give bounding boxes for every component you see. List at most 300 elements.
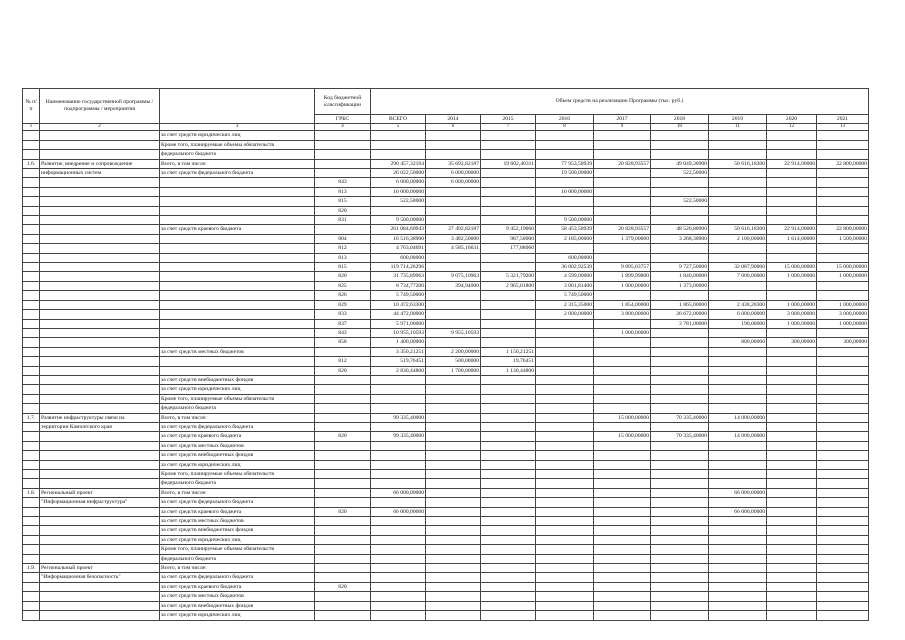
grbs-code [315, 573, 371, 582]
measure-name [40, 535, 160, 544]
grbs-code: 825 [315, 281, 371, 290]
table-row [23, 592, 869, 601]
grbs-code [315, 441, 371, 450]
header-year: 2015 [481, 115, 536, 124]
total-value: 522,50000 [371, 197, 426, 206]
grbs-code [315, 564, 371, 573]
funding-source: федерального бюджета [160, 554, 315, 563]
grbs-code [315, 517, 371, 526]
budget-table [22, 88, 869, 621]
year-value [594, 216, 651, 225]
year-value: 522,50000 [651, 197, 709, 206]
funding-source [160, 187, 315, 196]
row-number [23, 178, 40, 187]
year-value [817, 253, 869, 262]
year-value: 1 000,00000 [767, 300, 817, 309]
measure-name [40, 394, 160, 403]
year-value: 300,00000 [767, 338, 817, 347]
year-value [426, 432, 481, 441]
measure-name [40, 601, 160, 610]
year-value: 5 749,50000 [536, 291, 594, 300]
year-value: 15 000,00000 [594, 413, 651, 422]
year-value [426, 573, 481, 582]
total-value [371, 526, 426, 535]
year-value [817, 573, 869, 582]
row-number [23, 197, 40, 206]
year-value [817, 197, 869, 206]
year-value [594, 291, 651, 300]
table-row [23, 451, 869, 460]
total-value: 2 830,44800 [371, 366, 426, 375]
year-value [536, 347, 594, 356]
year-value [651, 385, 709, 394]
measure-name: информационных систем [40, 169, 160, 178]
measure-name [40, 338, 160, 347]
year-value [767, 517, 817, 526]
total-value [371, 451, 426, 460]
year-value [594, 554, 651, 563]
year-value [651, 554, 709, 563]
year-value: 1 700,00000 [426, 366, 481, 375]
year-value [426, 601, 481, 610]
year-value [709, 545, 767, 554]
grbs-code [315, 385, 371, 394]
year-value [426, 291, 481, 300]
year-value [817, 206, 869, 215]
header-num: № п/п [23, 89, 40, 124]
measure-name [40, 197, 160, 206]
year-value [767, 178, 817, 187]
grbs-code [315, 611, 371, 620]
year-value [426, 216, 481, 225]
year-value: 22 800,00000 [817, 225, 869, 234]
total-value [371, 404, 426, 413]
total-value: 44 472,00000 [371, 310, 426, 319]
year-value [651, 507, 709, 516]
year-value [651, 347, 709, 356]
year-value [709, 366, 767, 375]
year-value [481, 291, 536, 300]
year-value [536, 441, 594, 450]
year-value [536, 206, 594, 215]
table-row [23, 460, 869, 469]
measure-name [40, 216, 160, 225]
grbs-code: 820 [315, 206, 371, 215]
table-row [23, 357, 869, 366]
table-row [23, 545, 869, 554]
year-value: 6 000,00000 [709, 310, 767, 319]
row-number [23, 451, 40, 460]
measure-name [40, 178, 160, 187]
grbs-code [315, 169, 371, 178]
year-value [709, 422, 767, 431]
row-number [23, 150, 40, 159]
year-value [817, 451, 869, 460]
year-value [767, 432, 817, 441]
year-value [594, 347, 651, 356]
year-value [594, 498, 651, 507]
year-value: 9 895,03757 [594, 263, 651, 272]
funding-source [160, 328, 315, 337]
year-value [817, 140, 869, 149]
measure-name [40, 432, 160, 441]
year-value [481, 517, 536, 526]
year-value [481, 253, 536, 262]
year-value [651, 366, 709, 375]
year-value: 15 000,00000 [594, 432, 651, 441]
year-value [817, 385, 869, 394]
year-value [767, 592, 817, 601]
year-value [767, 244, 817, 253]
year-value [709, 479, 767, 488]
measure-name [40, 357, 160, 366]
table-row [23, 310, 869, 319]
year-value: 3 001,81400 [536, 281, 594, 290]
row-number [23, 517, 40, 526]
year-value [594, 244, 651, 253]
year-value [536, 357, 594, 366]
measure-name: территории Камчатского края [40, 422, 160, 431]
total-value [371, 582, 426, 591]
total-value: 10 000,00000 [371, 187, 426, 196]
year-value [767, 253, 817, 262]
year-value [817, 488, 869, 497]
year-value [817, 281, 869, 290]
year-value [481, 319, 536, 328]
year-value [481, 582, 536, 591]
grbs-code: 804 [315, 234, 371, 243]
measure-name [40, 234, 160, 243]
column-number: 9 [594, 124, 651, 131]
year-value [594, 366, 651, 375]
year-value [536, 422, 594, 431]
year-value [651, 611, 709, 620]
year-value [767, 535, 817, 544]
year-value [767, 206, 817, 215]
year-value [426, 338, 481, 347]
row-number [23, 582, 40, 591]
year-value [817, 178, 869, 187]
year-value [767, 394, 817, 403]
year-value [594, 253, 651, 262]
row-number: 1.7. [23, 413, 40, 422]
row-number [23, 253, 40, 262]
funding-source: за счет средств внебюджетных фондов [160, 375, 315, 384]
header-year: 2016 [536, 115, 594, 124]
year-value [709, 291, 767, 300]
grbs-code [315, 592, 371, 601]
year-value: 14 000,00000 [709, 413, 767, 422]
year-value: 394,94000 [426, 281, 481, 290]
year-value [817, 366, 869, 375]
year-value [767, 366, 817, 375]
funding-source: за счет средств федерального бюджета [160, 422, 315, 431]
year-value [481, 451, 536, 460]
column-number: 8 [536, 124, 594, 131]
funding-source: за счет средств краевого бюджета [160, 432, 315, 441]
year-value: 190,00000 [709, 319, 767, 328]
year-value: 70 335,40000 [651, 432, 709, 441]
funding-source [160, 338, 315, 347]
year-value [426, 507, 481, 516]
measure-name [40, 328, 160, 337]
year-value [594, 441, 651, 450]
measure-name: Региональный проект [40, 564, 160, 573]
year-value [594, 564, 651, 573]
year-value [481, 432, 536, 441]
row-number: 1.9. [23, 564, 40, 573]
year-value: 3 482,50000 [426, 234, 481, 243]
table-row [23, 291, 869, 300]
row-number: 1.8. [23, 488, 40, 497]
table-row [23, 328, 869, 337]
year-value: 19,76451 [481, 357, 536, 366]
year-value [817, 422, 869, 431]
funding-source: за счет средств федерального бюджета [160, 573, 315, 582]
year-value [594, 460, 651, 469]
year-value [426, 319, 481, 328]
row-number [23, 169, 40, 178]
year-value [709, 517, 767, 526]
year-value [426, 470, 481, 479]
year-value: 35 692,82187 [426, 159, 481, 168]
year-value [709, 592, 767, 601]
year-value: 9 727,50000 [651, 263, 709, 272]
year-value [817, 169, 869, 178]
year-value [767, 564, 817, 573]
year-value [594, 394, 651, 403]
table-row [23, 244, 869, 253]
year-value: 2 185,00000 [536, 234, 594, 243]
year-value: 1 150,21251 [481, 347, 536, 356]
table-row [23, 375, 869, 384]
measure-name: Развитие, внедрение и сопровождение [40, 159, 160, 168]
year-value [426, 545, 481, 554]
funding-source [160, 234, 315, 243]
header-year: 2021 [817, 115, 869, 124]
row-number [23, 291, 40, 300]
year-value: 1 865,00000 [651, 300, 709, 309]
year-value [481, 422, 536, 431]
total-value [371, 140, 426, 149]
year-value [481, 300, 536, 309]
year-value [536, 564, 594, 573]
year-value [594, 178, 651, 187]
year-value: 70 335,40000 [651, 413, 709, 422]
year-value: 300,00000 [817, 338, 869, 347]
year-value [594, 169, 651, 178]
year-value [594, 385, 651, 394]
column-number: 13 [817, 124, 869, 131]
table-row [23, 582, 869, 591]
grbs-code [315, 150, 371, 159]
table-row [23, 319, 869, 328]
header-year: 2014 [426, 115, 481, 124]
year-value [767, 197, 817, 206]
year-value [817, 413, 869, 422]
year-value [651, 582, 709, 591]
funding-source [160, 300, 315, 309]
year-value [651, 375, 709, 384]
year-value [426, 460, 481, 469]
row-number [23, 140, 40, 149]
year-value [536, 338, 594, 347]
total-value: 9 500,00000 [371, 216, 426, 225]
grbs-code [315, 498, 371, 507]
year-value: 15 000,00000 [767, 263, 817, 272]
funding-source: за счет средств местных бюджетов [160, 592, 315, 601]
year-value [536, 526, 594, 535]
year-value [481, 441, 536, 450]
year-value [767, 554, 817, 563]
year-value [651, 479, 709, 488]
year-value: 27 492,82187 [426, 225, 481, 234]
funding-source: за счет средств федерального бюджета [160, 498, 315, 507]
funding-source: за счет средств юридических лиц [160, 460, 315, 469]
grbs-code: 812 [315, 244, 371, 253]
year-value [481, 564, 536, 573]
year-value [536, 385, 594, 394]
year-value: 177,88060 [481, 244, 536, 253]
year-value [594, 517, 651, 526]
year-value: 36 002,92539 [536, 263, 594, 272]
year-value [481, 460, 536, 469]
year-value: 66 000,00000 [709, 507, 767, 516]
measure-name [40, 545, 160, 554]
year-value [594, 187, 651, 196]
year-value [817, 545, 869, 554]
row-number [23, 319, 40, 328]
table-row [23, 554, 869, 563]
year-value [426, 197, 481, 206]
header-total: ВСЕГО [371, 115, 426, 124]
row-number [23, 545, 40, 554]
grbs-code [315, 535, 371, 544]
year-value [426, 394, 481, 403]
year-value [817, 479, 869, 488]
header-source [160, 89, 315, 124]
year-value [426, 263, 481, 272]
year-value: 22 800,00000 [817, 159, 869, 168]
grbs-code [315, 601, 371, 610]
year-value [817, 470, 869, 479]
year-value [594, 592, 651, 601]
year-value [651, 178, 709, 187]
year-value [817, 507, 869, 516]
year-value [594, 582, 651, 591]
table-row [23, 197, 869, 206]
year-value [709, 169, 767, 178]
year-value [426, 253, 481, 262]
year-value [817, 216, 869, 225]
year-value: 19 500,00000 [536, 169, 594, 178]
year-value [709, 347, 767, 356]
year-value: 9 955,10593 [426, 328, 481, 337]
year-value [709, 187, 767, 196]
year-value [817, 291, 869, 300]
year-value [817, 441, 869, 450]
column-number: 7 [481, 124, 536, 131]
year-value [651, 460, 709, 469]
year-value [481, 545, 536, 554]
measure-name [40, 131, 160, 140]
year-value [651, 564, 709, 573]
table-row [23, 394, 869, 403]
year-value [536, 178, 594, 187]
total-value [371, 592, 426, 601]
funding-source: за счет средств местных бюджетов [160, 441, 315, 450]
table-row [23, 281, 869, 290]
header-year: 2020 [767, 115, 817, 124]
year-value [536, 479, 594, 488]
funding-source: за счет средств юридических лиц [160, 535, 315, 544]
year-value [767, 357, 817, 366]
row-number [23, 507, 40, 516]
year-value [817, 347, 869, 356]
total-value: 66 000,00000 [371, 488, 426, 497]
year-value [536, 470, 594, 479]
year-value: 1 000,00000 [767, 272, 817, 281]
year-value [536, 244, 594, 253]
year-value [481, 507, 536, 516]
year-value: 22 914,00000 [767, 159, 817, 168]
year-value [594, 479, 651, 488]
year-value [426, 554, 481, 563]
total-value: 99 335,40000 [371, 413, 426, 422]
funding-source: Всего, в том числе: [160, 488, 315, 497]
funding-source: Кроме того, планируемые объемы обязательств [160, 470, 315, 479]
year-value [481, 385, 536, 394]
table-row [23, 404, 869, 413]
year-value [767, 582, 817, 591]
year-value: 1 840,00000 [651, 272, 709, 281]
year-value [536, 366, 594, 375]
year-value [536, 413, 594, 422]
year-value [536, 319, 594, 328]
year-value [481, 169, 536, 178]
grbs-code: 813 [315, 187, 371, 196]
funding-source [160, 216, 315, 225]
year-value [536, 394, 594, 403]
grbs-code: 820 [315, 507, 371, 516]
year-value [536, 507, 594, 516]
grbs-code [315, 545, 371, 554]
year-value [767, 413, 817, 422]
measure-name [40, 507, 160, 516]
funding-source: за счет средств юридических лиц [160, 611, 315, 620]
measure-name [40, 281, 160, 290]
year-value [536, 375, 594, 384]
year-value [767, 573, 817, 582]
year-value [709, 601, 767, 610]
grbs-code: 813 [315, 253, 371, 262]
measure-name [40, 347, 160, 356]
year-value [767, 441, 817, 450]
measure-name [40, 253, 160, 262]
year-value [817, 404, 869, 413]
year-value [536, 197, 594, 206]
year-value [767, 498, 817, 507]
year-value [536, 582, 594, 591]
funding-source: за счет средств внебюджетных фондов [160, 526, 315, 535]
measure-name [40, 479, 160, 488]
budget-table-sheet [22, 88, 869, 621]
grbs-code: 833 [315, 310, 371, 319]
funding-source: за счет средств внебюджетных фондов [160, 601, 315, 610]
year-value: 1 379,00000 [594, 234, 651, 243]
year-value [481, 526, 536, 535]
funding-source [160, 253, 315, 262]
